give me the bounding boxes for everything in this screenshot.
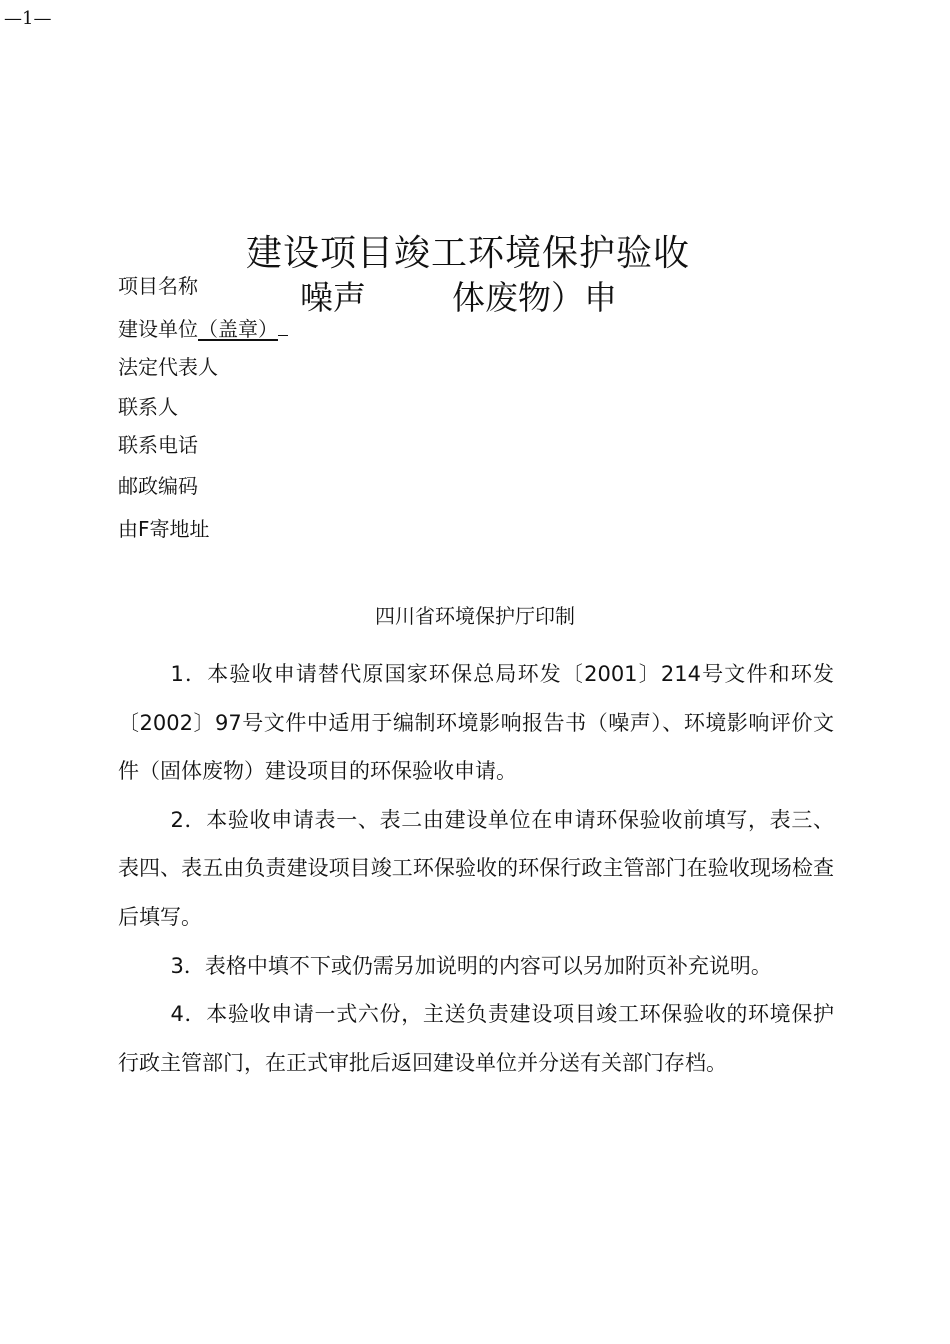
document-title: 建设项目竣工环境保护验收 — [246, 233, 691, 274]
contact-person-label: 联系人 — [118, 395, 178, 419]
instruction-item: 3．表格中填不下或仍需另加说明的内容可以另加附页补充说明。 — [170, 953, 772, 978]
postcode-label: 邮政编码 — [118, 474, 198, 498]
document-title-line2-part2: 体废物）申 — [452, 278, 617, 317]
instructions — [118, 650, 834, 1087]
builder-field — [118, 313, 288, 342]
printer-credit: 四川省环境保护厅印制 — [375, 604, 575, 628]
mailing-address-label: 由F寄地址 — [118, 517, 210, 541]
builder-seal-label: （盖章） — [198, 317, 278, 341]
project-name-label: 项目名称 — [118, 274, 198, 298]
instruction-item: 4．本验收申请一式六份，主送负责建设项目竣工环保验收的环境保护行政主管部门，在正式审批后返回建设单位并分送有关部门存档。 — [118, 1002, 834, 1075]
instruction-item: 2．本验收申请表一、表二由建设单位在申请环保验收前填写，表三、表四、表五由负责建设项目竣工环保验收的环保行政主管部门在验收现场检查后填写。 — [118, 807, 834, 929]
legal-representative-label: 法定代表人 — [118, 355, 218, 379]
contact-phone-label: 联系电话 — [118, 433, 198, 457]
builder-label: 建设单位 — [118, 317, 198, 341]
page-number: —1— — [4, 8, 52, 29]
instruction-item: 1．本验收申请替代原国家环保总局环发〔2001〕214号文件和环发〔2002〕97号文件中适用于编制环境影响报告书（噪声）、环境影响评价文件（固体废物）建设项目的环保验收申请。 — [118, 662, 834, 784]
document-title-line2-part1: 噪声 — [300, 278, 366, 317]
seal-underline — [278, 334, 288, 336]
